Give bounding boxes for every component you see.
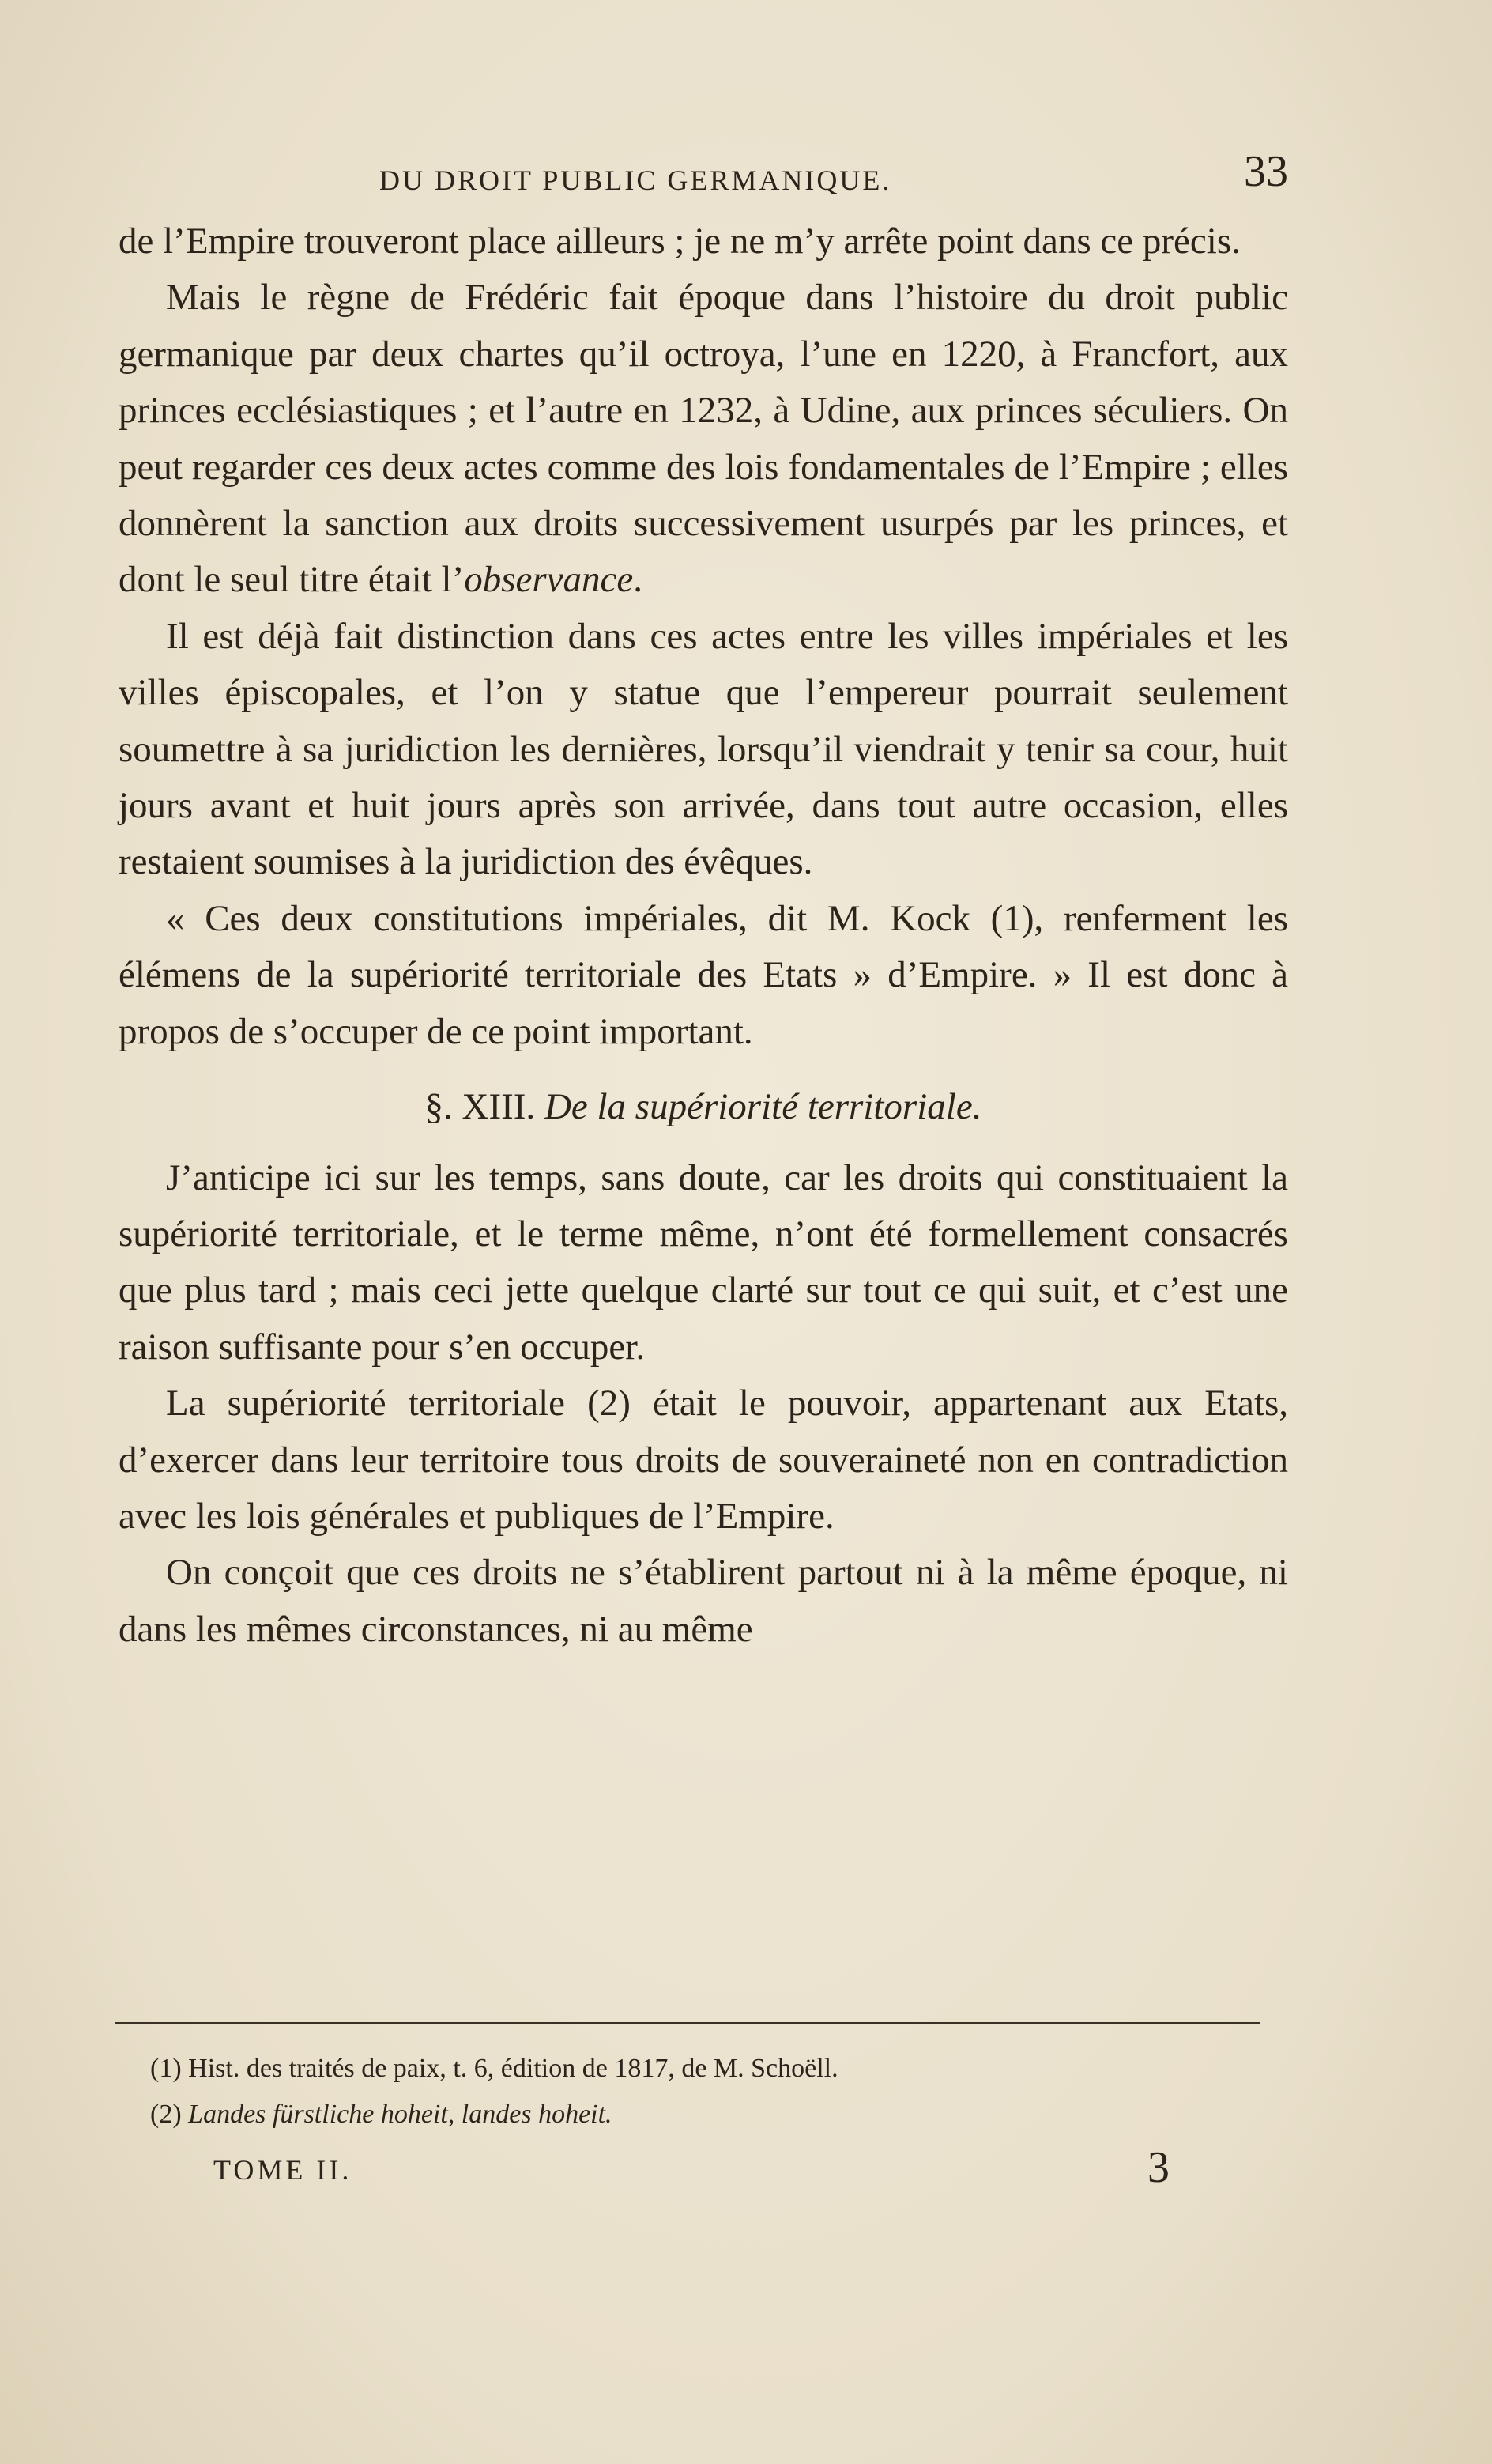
footnote-rule [115, 2022, 1260, 2024]
paragraph-2-end: . [633, 559, 643, 601]
paragraph-1: de l’Empire trouveront place ailleurs ; je ne m’y arrête point dans ce précis. [119, 221, 1241, 262]
footnote-2 [150, 2092, 1288, 2138]
footnote-2-number: (2) [150, 2100, 182, 2129]
running-title: DU DROIT PUBLIC GERMANIQUE. [379, 164, 892, 196]
running-head [119, 146, 1288, 202]
volume-label: TOME II. [213, 2154, 352, 2186]
footnote-2-text: Landes fürstliche hoheit, landes hoheit. [188, 2100, 612, 2129]
paragraph-2-italic: observance [464, 559, 634, 601]
paragraph-6: La supériorité territoriale (2) était le pouvoir, appartenant aux Etats, d’exercer dans leur territoire tous droits de souveraineté non en contradiction avec les lois générales et publiques de l’Empire. [119, 1383, 1288, 1537]
footnotes [119, 2046, 1288, 2138]
section-heading [119, 1079, 1288, 1135]
paragraph-7: On conçoit que ces droits ne s’établirent partout ni à la même époque, ni dans les mêmes circonstances, ni au même [119, 1552, 1288, 1650]
body-text [119, 213, 1288, 1658]
signature-number: 3 [1147, 2143, 1170, 2192]
signature-line [213, 2142, 1170, 2198]
section-number: §. XIII. [424, 1086, 536, 1128]
footnote-1: (1) Hist. des traités de paix, t. 6, édition de 1817, de M. Schoëll. [150, 2054, 838, 2083]
paragraph-2 [119, 270, 1288, 608]
paragraph-4-quote: « Ces deux constitutions impériales, dit M. Kock (1), renferment les élémens de la supériorité territoriale des Etats » d’Empire. » Il est donc à propos de s’occuper de ce point important. [119, 897, 1288, 1052]
page-number: 33 [1244, 147, 1288, 196]
paragraph-3: Il est déjà fait distinction dans ces actes entre les villes impériales et les villes épiscopales, et l’on y statue que l’empereur pourrait seulement soumettre à sa juridiction les dernières, lorsqu’il viendrait y tenir sa cour, huit jours avant et huit jours après son arrivée, dans tout autre occasion, elles restaient soumises à la juridiction des évêques. [119, 615, 1288, 883]
paragraph-5: J’anticipe ici sur les temps, sans doute, car les droits qui constituaient la supériorité territoriale, et le terme même, n’ont été formellement consacrés que plus tard ; mais ceci jette quelque clarté sur tout ce qui suit, et c’est une raison suffisante pour s’en occuper. [119, 1157, 1288, 1368]
section-title: De la supériorité territoriale. [544, 1086, 982, 1128]
paragraph-2-text: Mais le règne de Frédéric fait époque dans l’histoire du droit public germanique par deux chartes qu’il octroya, l’une en 1220, à Francfort, aux princes ecclésiastiques ; et l’autre en 1232, à Udine, aux princes séculiers. On peut regarder ces deux actes comme des lois fondamentales de l’Empire ; elles donnèrent la sanction aux droits successivement usurpés par les princes, et dont le seul titre était l’ [119, 277, 1288, 601]
